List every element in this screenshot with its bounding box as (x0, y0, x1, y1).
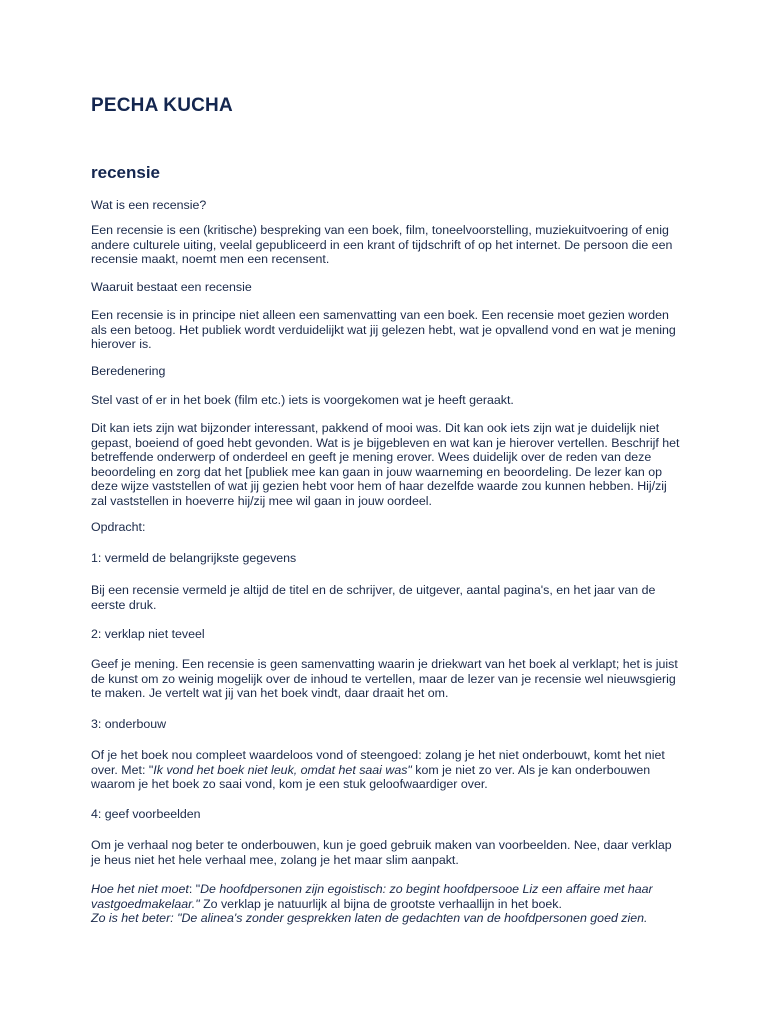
example-wrong-quote: De hoofdpersonen zijn egoistisch: zo begint hoofdpersooe Liz een affaire met haar vastgoedmakelaar." (91, 882, 653, 911)
step-3-text (91, 748, 681, 792)
example-colon: : " (188, 882, 201, 896)
example-wrong-comment: Zo verklap je natuurlijk al bijna de grootste verhaallijn in het boek. (199, 896, 562, 911)
step-2-text: Geef je mening. Een recensie is geen samenvatting waarin je driekwart van het boek al verklapt; het is juist de kunst om zo weinig mogelijk over de inhoud te vertellen, maar de lezer van je recensie wel nieuwsgierig te maken. Je vertelt wat jij van het boek vindt, daar draait het om. (91, 657, 678, 700)
example-paragraph (91, 882, 681, 926)
step-3-title: 3: onderbouw (91, 717, 167, 731)
step-4-title: 4: geef voorbeelden (91, 807, 201, 821)
paragraph-parts: Een recensie is in principe niet alleen een samenvatting van een boek. Een recensie moet gezien worden als een betoog. Het publiek wordt verduidelijkt wat jij gelezen hebt, wat je opvallend vond en wat je mening hierover is. (91, 308, 676, 351)
example-better: Zo is het beter: "De alinea's zonder gesprekken laten de gedachten van de hoofdpersonen goed zien. (91, 911, 648, 925)
step-3-text-start: Of je het boek nou compleet waardeloos vond of steengoed: zolang je het niet onderbouwt, komt het niet over. Met: " (91, 748, 665, 777)
question-parts: Waaruit bestaat een recensie (91, 280, 252, 294)
example-wrong-label: Hoe het niet moet (91, 882, 189, 896)
step-1-text: Bij een recensie vermeld je altijd de titel en de schrijver, de uitgever, aantal pagina's, en het jaar van de eerste druk. (91, 583, 656, 612)
step-2-title: 2: verklap niet teveel (91, 627, 205, 641)
section-title: recensie (91, 163, 160, 182)
step-3-text-end: kom je niet zo ver. Als je kan onderbouwen waarom je het boek zo saai vond, kom je een stuk geloofwaardiger over. (91, 762, 651, 791)
paragraph-what: Een recensie is een (kritische) bespreking van een boek, film, toneelvoorstelling, muziekuitvoering of enig andere culturele uiting, veelal gepubliceerd in een krant of tijdschrift of op het internet. De persoon die een recensie maakt, noemt men een recensent. (91, 223, 673, 266)
document-title: PECHA KUCHA (91, 95, 233, 116)
step-4-text: Om je verhaal nog beter te onderbouwen, kun je goed gebruik maken van voorbeelden. Nee, daar verklap je heus niet het hele verhaal mee, zolang je het maar slim aanpakt. (91, 838, 672, 867)
question-what: Wat is een recensie? (91, 198, 207, 212)
step-1-title: 1: vermeld de belangrijkste gegevens (91, 551, 297, 565)
heading-assignment: Opdracht: (91, 520, 146, 534)
heading-reasoning: Beredenering (91, 364, 166, 378)
paragraph-reasoning-1: Stel vast of er in het boek (film etc.) iets is voorgekomen wat je heeft geraakt. (91, 393, 514, 407)
step-3-quote: Ik vond het boek niet leuk, omdat het saai was" (153, 762, 412, 777)
paragraph-reasoning-2: Dit kan iets zijn wat bijzonder interessant, pakkend of mooi was. Dit kan ook iets zijn wat je duidelijk niet gepast, boeiend of goed hebt gevonden. Wat is je bijgebleven en wat kan je hierover vertellen. Beschrijf het betreffende onderwerp of onderdeel en geeft je mening erover. Wees duidelijk over de reden van deze beoordeling en zorg dat het [publiek mee kan gaan in jouw waarneming en beoordeling. De lezer kan op deze wijze vaststellen of wat jij gezien hebt voor hem of haar dezelfde waarde zou kunnen hebben. Hij/zij zal vaststellen in hoeverre hij/zij mee wil gaan in jouw oordeel. (91, 421, 680, 508)
